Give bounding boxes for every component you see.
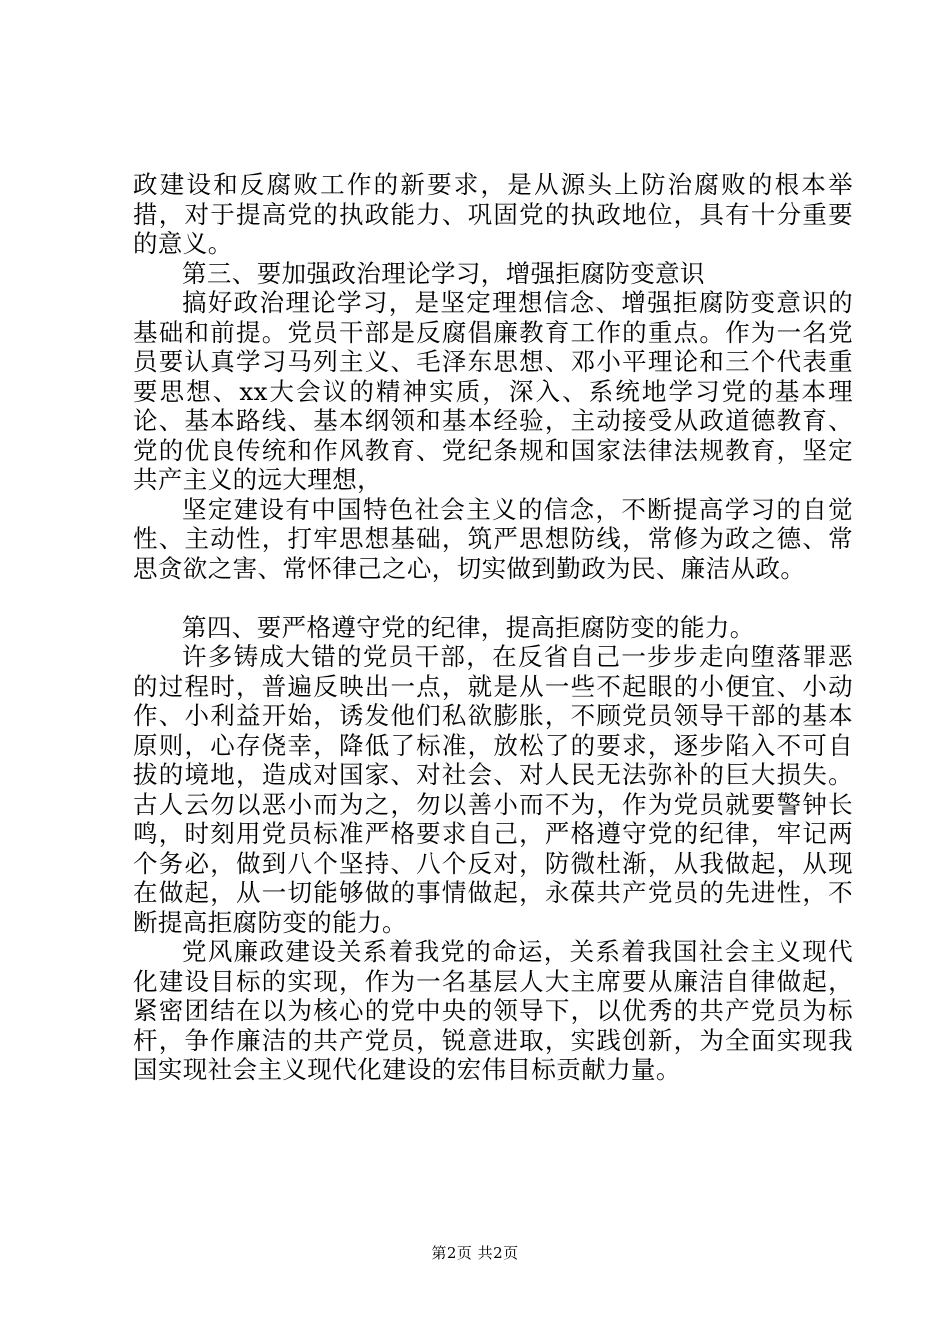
- section-heading-fourth: 第四、要严格遵守党的纪律，提高拒腐防变的能力。: [182, 612, 755, 642]
- document-body: [133, 170, 853, 1085]
- paragraph-firm-belief: 坚定建设有中国特色社会主义的信念，不断提高学习的自觉性、主动性，打牢思想基础，筑严思想防线，常修为政之德、常思贪欲之害、常怀律己之心，切实做到勤政为民、廉洁从政。: [133, 494, 853, 583]
- paragraph-conclusion: 党风廉政建设关系着我党的命运，关系着我国社会主义现代化建设目标的实现，作为一名基层人大主席要从廉洁自律做起，紧密团结在以为核心的党中央的领导下，以优秀的共产党员为标杆，争作廉洁的共产党员，锐意进取，实践创新，为全面实现我国实现社会主义现代化建设的宏伟目标贡献力量。: [133, 937, 853, 1084]
- paragraph-spacer: [133, 583, 853, 613]
- section-heading-third: 第三、要加强政治理论学习，增强拒腐防变意识: [182, 258, 705, 288]
- paragraph-political-study: 搞好政治理论学习，是坚定理想信念、增强拒腐防变意识的基础和前提。党员干部是反腐倡廉教育工作的重点。作为一名党员要认真学习马列主义、毛泽东思想、邓小平理论和三个代表重要思想、xx大会议的精神实质，深入、系统地学习党的基本理论、基本路线、基本纲领和基本经验，主动接受从政道德教育、党的优良传统和作风教育、党纪条规和国家法律法规教育，坚定共产主义的远大理想，: [133, 288, 853, 494]
- paragraph-discipline: 许多铸成大错的党员干部，在反省自己一步步走向堕落罪恶的过程时，普遍反映出一点，就是从一些不起眼的小便宜、小动作、小利益开始，诱发他们私欲膨胀，不顾党员领导干部的基本原则，心存侥幸，降低了标准，放松了的要求，逐步陷入不可自拔的境地，造成对国家、对社会、对人民无法弥补的巨大损失。古人云勿以恶小而为之，勿以善小而不为，作为党员就要警钟长鸣，时刻用党员标准严格要求自己，严格遵守党的纪律，牢记两个务必，做到八个坚持、八个反对，防微杜渐，从我做起，从现在做起，从一切能够做的事情做起，永葆共产党员的先进性，不断提高拒腐防变的能力。: [133, 642, 853, 937]
- page-footer: 第2页 共2页: [431, 1244, 519, 1262]
- paragraph-continuation: 政建设和反腐败工作的新要求，是从源头上防治腐败的根本举措，对于提高党的执政能力、巩固党的执政地位，具有十分重要的意义。: [133, 170, 853, 258]
